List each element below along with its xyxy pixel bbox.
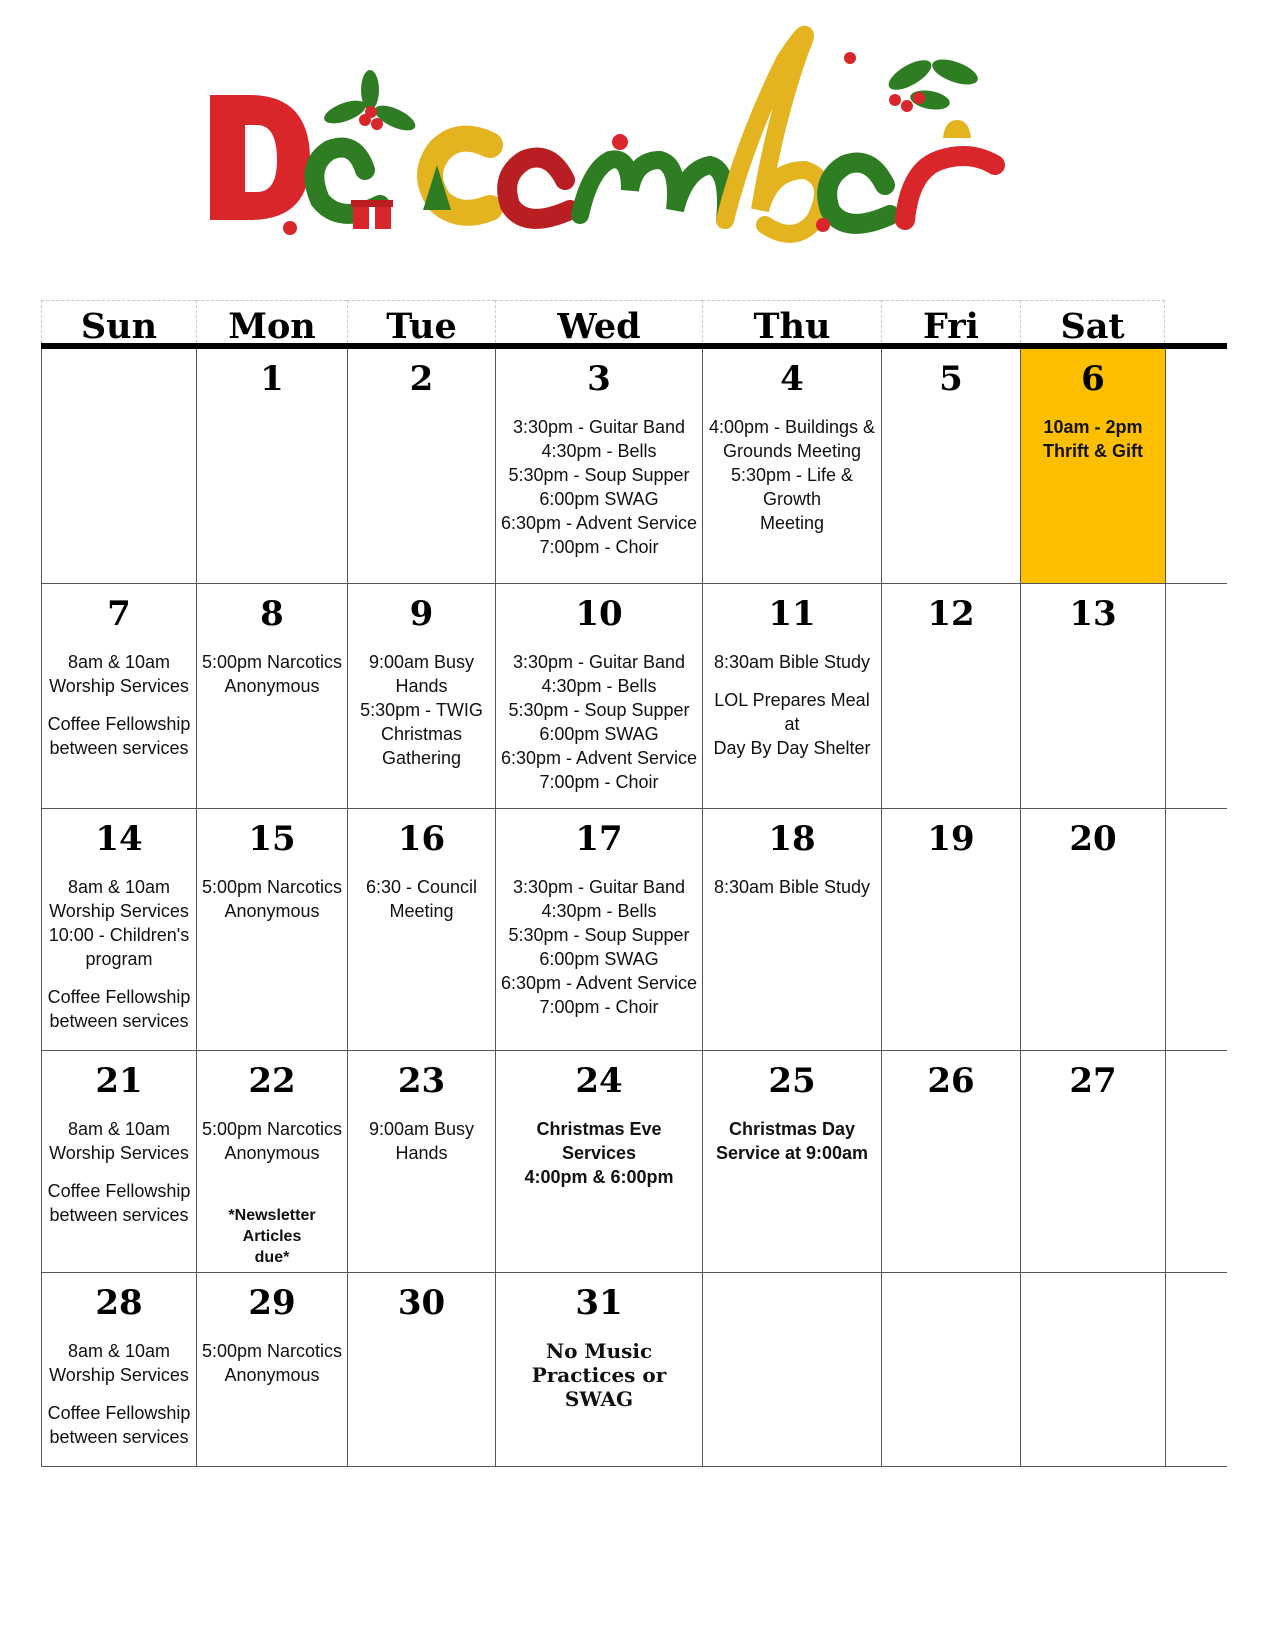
day-cell-5 <box>882 349 1021 583</box>
day-cell-11 <box>703 584 882 808</box>
event-line: 8am & 10am <box>67 652 171 672</box>
event-line: No Music <box>545 1339 653 1363</box>
event-line: 4:30pm - Bells <box>541 901 657 921</box>
event-line: 8:30am Bible Study <box>713 652 871 672</box>
day-cell-6 <box>1021 349 1166 583</box>
day-number: 19 <box>927 819 975 859</box>
event-line: Worship Services <box>49 1143 189 1163</box>
event-line: 5:30pm - Soup Supper <box>508 465 690 485</box>
holly-icon <box>884 54 981 112</box>
event-block <box>496 875 702 1019</box>
week-row <box>42 1051 1227 1273</box>
weekday-wed: Wed <box>495 300 702 343</box>
day-cell-9 <box>348 584 496 808</box>
weekday-thu: Thu <box>702 300 881 343</box>
day-number: 3 <box>587 359 611 399</box>
event-line: Anonymous <box>224 901 320 921</box>
day-number: 29 <box>248 1283 296 1323</box>
event-line: SWAG <box>564 1387 634 1411</box>
event-block <box>197 1339 347 1387</box>
event-block <box>703 650 881 674</box>
day-cell-29 <box>197 1273 348 1466</box>
event-line: 8am & 10am <box>67 1119 171 1139</box>
day-number: 17 <box>575 819 623 859</box>
event-line: 3:30pm - Guitar Band <box>512 877 686 897</box>
day-number: 10 <box>575 594 623 634</box>
event-line: Gathering <box>381 748 462 768</box>
event-line: 5:30pm - Life & Growth <box>730 465 854 509</box>
empty-day-cell <box>42 349 197 583</box>
event-block <box>496 415 702 559</box>
event-block <box>496 1339 702 1411</box>
event-block <box>1021 415 1165 463</box>
day-number: 23 <box>397 1061 446 1101</box>
event-line: LOL Prepares Meal at <box>714 690 870 734</box>
event-line: 10:00 - Children's <box>48 925 190 945</box>
event-line: Coffee Fellowship <box>47 1403 191 1423</box>
day-cell-12 <box>882 584 1021 808</box>
event-line: 4:30pm - Bells <box>541 676 657 696</box>
day-number: 4 <box>780 359 804 399</box>
day-number: 13 <box>1069 594 1117 634</box>
event-block <box>42 1339 196 1387</box>
event-line: Christmas <box>380 724 462 744</box>
event-block <box>348 875 495 923</box>
day-cell-7 <box>42 584 197 808</box>
event-line: 8:30am Bible Study <box>713 877 871 897</box>
note-block <box>197 1205 347 1268</box>
event-line: 4:00pm - Buildings & <box>708 417 876 437</box>
event-line: Worship Services <box>49 1365 189 1385</box>
day-cell-22 <box>197 1051 348 1272</box>
letter-r <box>905 156 995 220</box>
event-line: Hands <box>395 676 448 696</box>
event-block <box>496 650 702 794</box>
day-cell-26 <box>882 1051 1021 1272</box>
day-number: 18 <box>768 819 816 859</box>
empty-day-cell <box>703 1273 882 1466</box>
day-number: 12 <box>927 594 975 634</box>
day-number: 30 <box>397 1283 446 1323</box>
day-cell-8 <box>197 584 348 808</box>
event-line: 5:00pm Narcotics <box>201 877 343 897</box>
event-block <box>42 1401 196 1449</box>
event-line: 5:00pm Narcotics <box>201 1119 343 1139</box>
day-cell-19 <box>882 809 1021 1050</box>
week-row <box>42 809 1227 1051</box>
event-block <box>348 1117 495 1165</box>
event-line: 3:30pm - Guitar Band <box>512 652 686 672</box>
event-line: 7:00pm - Choir <box>539 537 659 557</box>
calendar <box>41 300 1227 1467</box>
note-line: due* <box>254 1249 290 1266</box>
event-line: Coffee Fellowship <box>47 1181 191 1201</box>
holly-icon <box>321 70 418 135</box>
event-block <box>42 1117 196 1165</box>
event-line: Worship Services <box>49 901 189 921</box>
event-line: 8am & 10am <box>67 1341 171 1361</box>
day-number: 16 <box>397 819 446 859</box>
day-cell-18 <box>703 809 882 1050</box>
day-cell-3 <box>496 349 703 583</box>
weekday-fri: Fri <box>881 300 1020 343</box>
day-number: 27 <box>1069 1061 1117 1101</box>
day-cell-28 <box>42 1273 197 1466</box>
event-block <box>703 688 881 760</box>
day-number: 31 <box>575 1283 623 1323</box>
event-line: Meeting <box>759 513 825 533</box>
event-block <box>42 650 196 698</box>
day-number: 1 <box>260 359 284 399</box>
day-number: 28 <box>95 1283 143 1323</box>
event-line: 4:30pm - Bells <box>541 441 657 461</box>
event-block <box>703 1117 881 1165</box>
week-row <box>42 349 1227 584</box>
event-line: Anonymous <box>224 1143 320 1163</box>
note-line: *Newsletter Articles <box>228 1207 316 1245</box>
event-line: Service at 9:00am <box>715 1143 869 1163</box>
day-number: 26 <box>927 1061 975 1101</box>
event-block <box>197 1117 347 1165</box>
day-number: 11 <box>768 594 816 634</box>
event-line: 6:30pm - Advent Service <box>500 973 698 993</box>
day-number: 14 <box>95 819 143 859</box>
event-line: between services <box>49 738 189 758</box>
event-line: 6:30pm - Advent Service <box>500 513 698 533</box>
day-cell-10 <box>496 584 703 808</box>
day-cell-2 <box>348 349 496 583</box>
day-cell-14 <box>42 809 197 1050</box>
day-cell-25 <box>703 1051 882 1272</box>
event-line: Christmas Day <box>728 1119 856 1139</box>
event-block <box>496 1117 702 1189</box>
day-cell-13 <box>1021 584 1166 808</box>
event-line: 10am - 2pm <box>1043 417 1143 437</box>
day-number: 8 <box>260 594 284 634</box>
event-line: Meeting <box>389 901 454 921</box>
weekday-sun: Sun <box>41 300 196 343</box>
empty-day-cell <box>882 1273 1021 1466</box>
event-line: 9:00am Busy <box>368 652 475 672</box>
event-line: program <box>85 949 153 969</box>
event-line: 6:30pm - Advent Service <box>500 748 698 768</box>
day-cell-17 <box>496 809 703 1050</box>
letter-d <box>210 95 310 220</box>
event-line: 5:00pm Narcotics <box>201 1341 343 1361</box>
event-line: Anonymous <box>224 676 320 696</box>
event-line: 5:30pm - TWIG <box>360 700 483 720</box>
day-cell-1 <box>197 349 348 583</box>
day-cell-4 <box>703 349 882 583</box>
day-cell-24 <box>496 1051 703 1272</box>
event-block <box>197 650 347 698</box>
gift-icon <box>351 200 393 229</box>
event-block <box>42 985 196 1033</box>
day-number: 21 <box>95 1061 143 1101</box>
empty-day-cell <box>1021 1273 1166 1466</box>
event-line: 8am & 10am <box>67 877 171 897</box>
letter-e <box>827 163 890 224</box>
day-number: 6 <box>1081 359 1105 399</box>
event-line: 6:30 - Council <box>365 877 478 897</box>
event-line: Christmas Eve <box>536 1119 662 1139</box>
event-line: between services <box>49 1427 189 1447</box>
weekday-sat: Sat <box>1020 300 1165 343</box>
day-number: 20 <box>1069 819 1117 859</box>
day-cell-30 <box>348 1273 496 1466</box>
event-line: 5:30pm - Soup Supper <box>508 700 690 720</box>
event-line: Hands <box>395 1143 448 1163</box>
day-number: 2 <box>409 359 434 399</box>
event-line: 6:00pm SWAG <box>539 724 659 744</box>
letter-e <box>507 158 570 219</box>
event-line: Grounds Meeting <box>722 441 862 461</box>
weekday-tue: Tue <box>347 300 495 343</box>
day-cell-15 <box>197 809 348 1050</box>
event-block <box>197 875 347 923</box>
day-cell-27 <box>1021 1051 1166 1272</box>
weekday-header <box>41 300 1227 349</box>
event-line: between services <box>49 1205 189 1225</box>
event-line: 4:00pm & 6:00pm <box>524 1167 674 1187</box>
week-row <box>42 1273 1227 1467</box>
event-line: Thrift & Gift <box>1043 441 1143 461</box>
event-block <box>703 875 881 899</box>
day-cell-23 <box>348 1051 496 1272</box>
event-block <box>348 650 495 770</box>
day-cell-16 <box>348 809 496 1050</box>
event-block <box>42 712 196 760</box>
day-number: 5 <box>939 359 963 399</box>
event-line: Services <box>561 1143 637 1163</box>
week-row <box>42 584 1227 809</box>
event-line: 5:00pm Narcotics <box>201 652 343 672</box>
day-number: 15 <box>248 819 296 859</box>
day-number: 7 <box>107 594 131 634</box>
bell-icon <box>943 120 971 138</box>
letter-b <box>725 35 823 234</box>
event-block <box>703 415 881 535</box>
day-cell-21 <box>42 1051 197 1272</box>
day-cell-20 <box>1021 809 1166 1050</box>
event-line: 9:00am Busy <box>368 1119 475 1139</box>
event-line: Coffee Fellowship <box>47 714 191 734</box>
event-line: 6:00pm SWAG <box>539 489 659 509</box>
event-block <box>42 1179 196 1227</box>
event-line: Worship Services <box>49 676 189 696</box>
month-title-art <box>205 20 1065 270</box>
day-number: 25 <box>768 1061 816 1101</box>
event-line: 3:30pm - Guitar Band <box>512 417 686 437</box>
event-block <box>42 875 196 971</box>
event-line: Anonymous <box>224 1365 320 1385</box>
event-line: 5:30pm - Soup Supper <box>508 925 690 945</box>
event-line: 7:00pm - Choir <box>539 772 659 792</box>
event-line: Coffee Fellowship <box>47 987 191 1007</box>
event-line: 7:00pm - Choir <box>539 997 659 1017</box>
day-number: 24 <box>575 1061 623 1101</box>
event-line: Practices or <box>531 1363 667 1387</box>
event-line: between services <box>49 1011 189 1031</box>
day-cell-31 <box>496 1273 703 1466</box>
weekday-mon: Mon <box>196 300 347 343</box>
calendar-grid <box>41 349 1227 1467</box>
day-number: 22 <box>248 1061 296 1101</box>
event-line: Day By Day Shelter <box>713 738 871 758</box>
day-number: 9 <box>409 594 434 634</box>
letter-m <box>580 159 726 220</box>
event-line: 6:00pm SWAG <box>539 949 659 969</box>
